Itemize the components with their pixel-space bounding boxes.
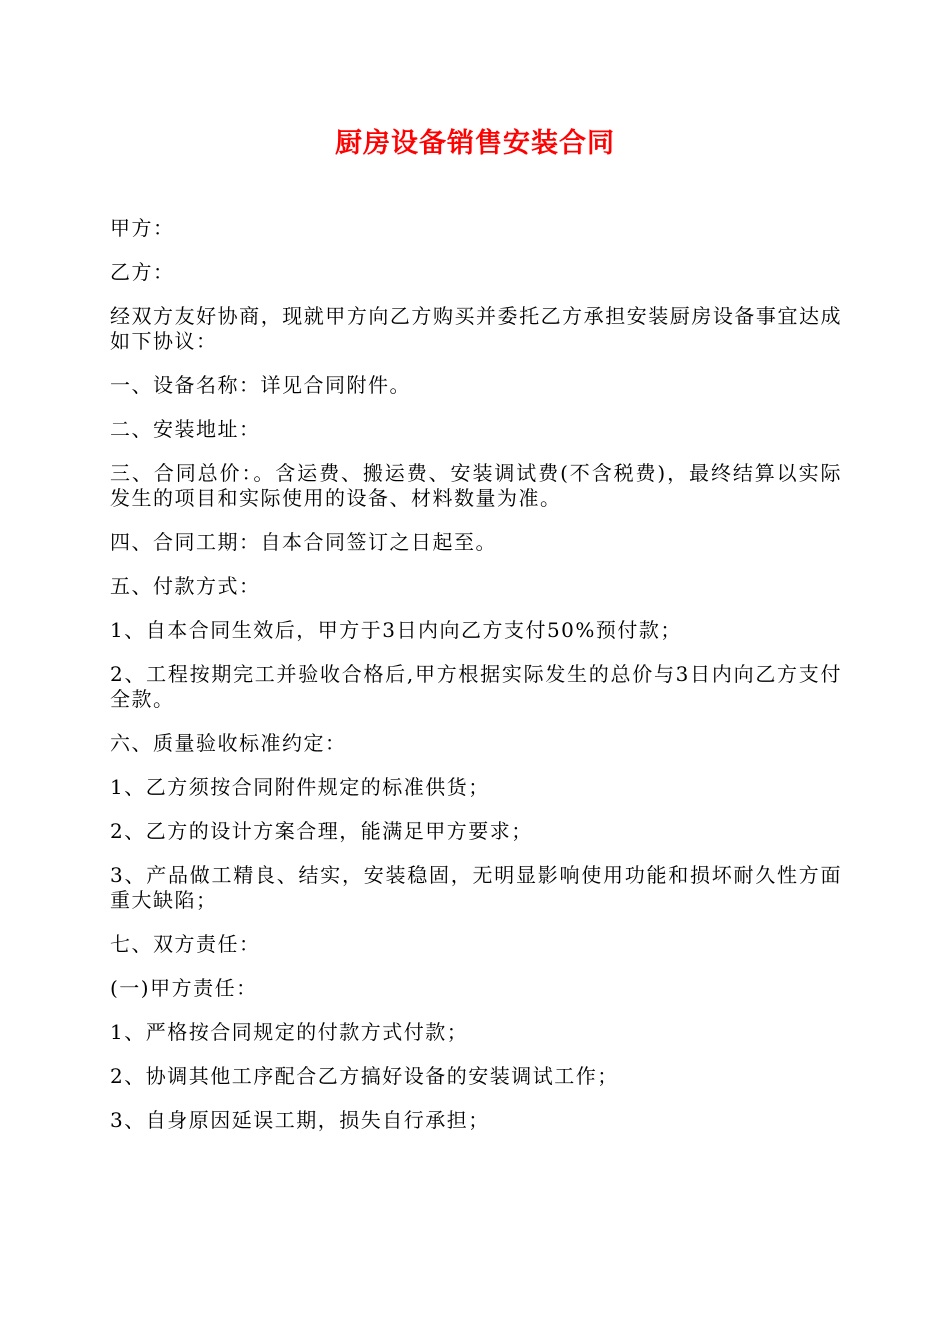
paragraph-payment-2: 2、工程按期完工并验收合格后,甲方根据实际发生的总价与3日内向乙方支付全款。	[110, 662, 842, 711]
paragraph-quality-3: 3、产品做工精良、结实，安装稳固，无明显影响使用功能和损坏耐久性方面重大缺陷；	[110, 863, 842, 912]
paragraph-contract-price: 三、合同总价：。含运费、搬运费、安装调试费(不含税费)，最终结算以实际发生的项目和实际使用的设备、材料数量为准。	[110, 461, 842, 510]
paragraph-responsibility-3: 3、自身原因延误工期，损失自行承担；	[110, 1108, 490, 1132]
paragraph-payment-method: 五、付款方式：	[110, 574, 261, 598]
paragraph-install-address: 二、安装地址：	[110, 417, 261, 441]
document-title: 厨房设备销售安装合同	[335, 128, 615, 159]
document-body	[110, 216, 842, 1152]
paragraph-contract-period: 四、合同工期：自本合同签订之日起至。	[110, 530, 497, 554]
paragraph-party-a: 甲方：	[110, 216, 175, 240]
paragraph-responsibilities: 七、双方责任：	[110, 932, 261, 956]
paragraph-responsibility-1: 1、严格按合同规定的付款方式付款；	[110, 1020, 469, 1044]
paragraph-party-a-responsibility: (一)甲方责任：	[110, 976, 258, 1000]
paragraph-payment-1: 1、自本合同生效后，甲方于3日内向乙方支付50%预付款；	[110, 618, 682, 642]
paragraph-quality-2: 2、乙方的设计方案合理，能满足甲方要求；	[110, 819, 533, 843]
paragraph-intro: 经双方友好协商，现就甲方向乙方购买并委托乙方承担安装厨房设备事宜达成如下协议：	[110, 304, 842, 353]
paragraph-equipment-name: 一、设备名称：详见合同附件。	[110, 373, 411, 397]
paragraph-quality-1: 1、乙方须按合同附件规定的标准供货；	[110, 775, 490, 799]
paragraph-responsibility-2: 2、协调其他工序配合乙方搞好设备的安装调试工作；	[110, 1064, 619, 1088]
paragraph-party-b: 乙方：	[110, 260, 175, 284]
paragraph-quality-standard: 六、质量验收标准约定：	[110, 731, 347, 755]
